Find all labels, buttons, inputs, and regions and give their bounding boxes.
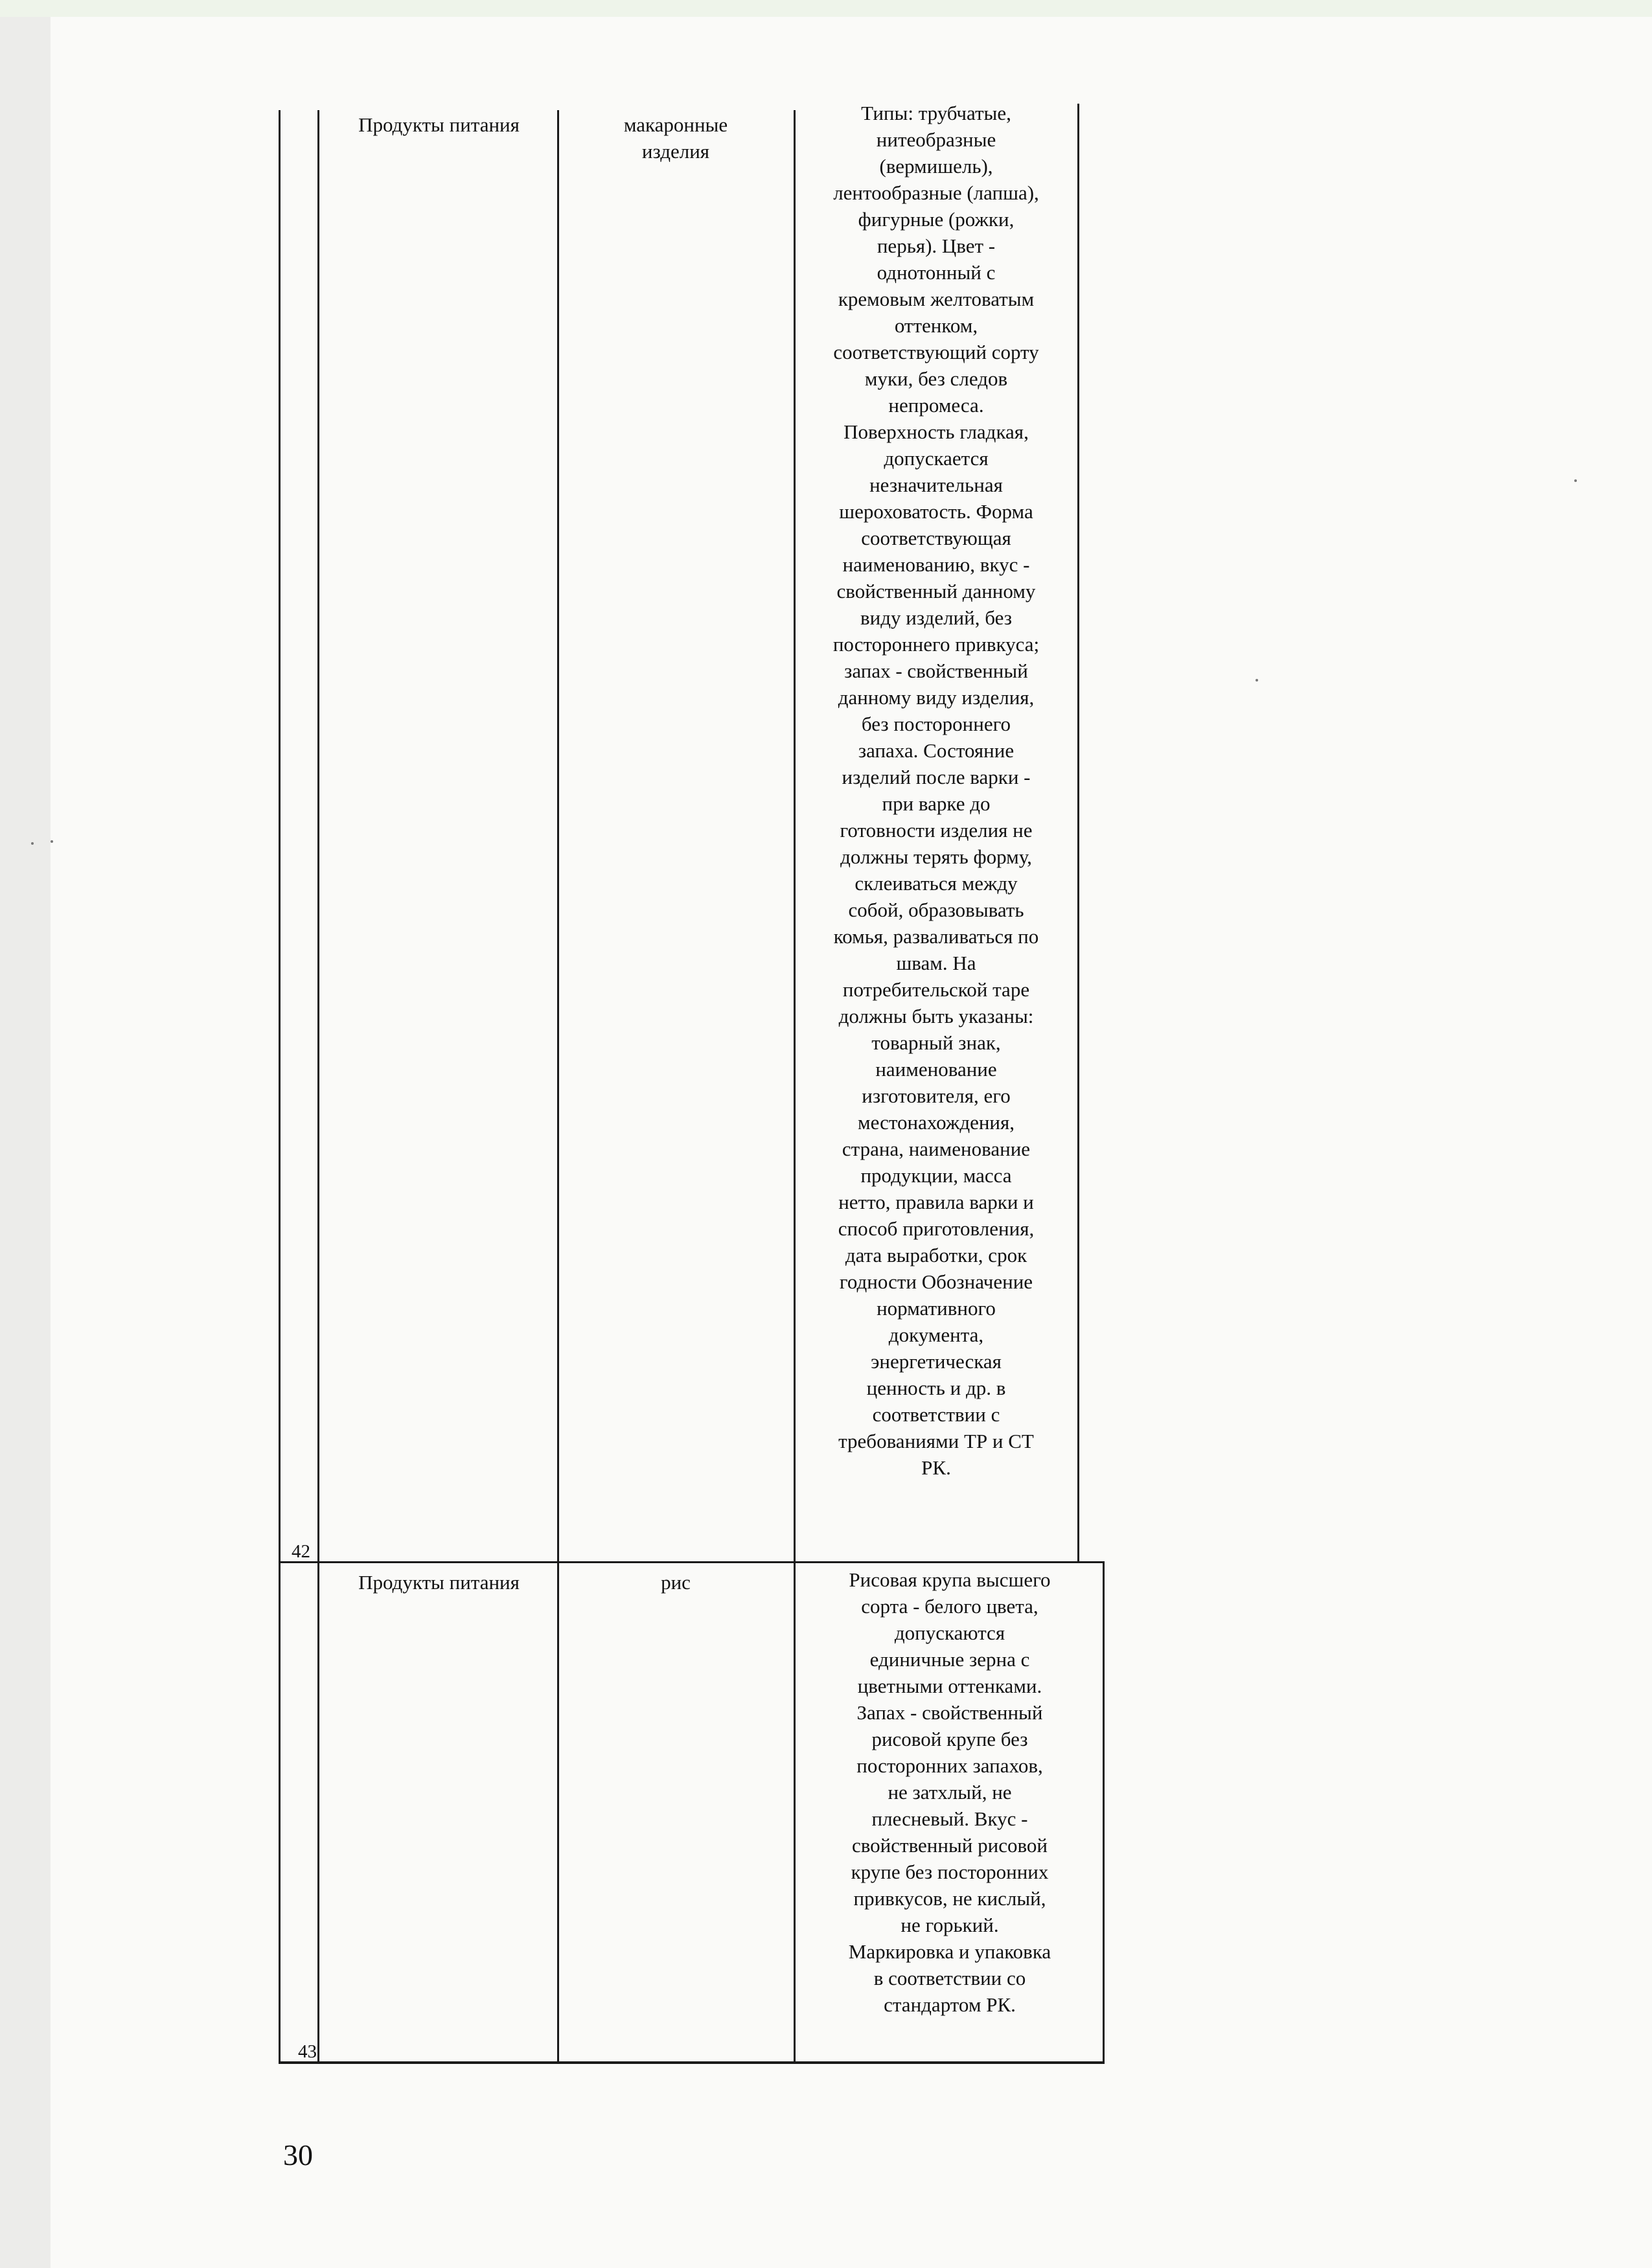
product-cell: рис [661, 1571, 691, 1594]
category-cell: Продукты питания [358, 1571, 520, 1594]
table-border-left [279, 110, 281, 2063]
row-number: 42 [292, 1541, 310, 1562]
scan-top-edge [0, 0, 1652, 19]
scan-speck [1256, 679, 1258, 682]
category-cell: Продукты питания [358, 113, 520, 136]
scan-left-shadow [0, 17, 51, 2268]
product-cell: макаронные изделия [623, 113, 728, 163]
requirements-cell: Рисовая крупа высшего сорта - белого цвета, допускаются единичные зерна с цветными оттенками. Запах - свойственный рисовой крупе без посторонних запахов, не затхлый, не плесневый. Вкус - свойственный рисовой крупе без посторонних привкусов, не кислый, не горький. Маркировка и упаковка в соответствии со стандартом РК. [848, 1568, 1051, 2016]
scan-speck [1574, 479, 1577, 482]
column-divider-3 [794, 110, 796, 2063]
page-number: 30 [283, 2138, 313, 2171]
column-divider-2 [557, 110, 559, 2063]
row-divider [279, 1561, 1105, 1563]
table-border-right-lower [1103, 1561, 1105, 2063]
row-number: 43 [298, 2041, 317, 2062]
table-border-right-upper [1077, 104, 1079, 1563]
scan-speck [31, 842, 34, 845]
table-border-bottom [279, 2061, 1105, 2064]
column-divider-1 [317, 110, 319, 2063]
scan-speck [51, 840, 53, 843]
requirements-cell: Типы: трубчатые, нитеобразные (вермишель), лентообразные (лапша), фигурные (рожки, перья). Цвет - однотонный с кремовым желтоватым оттенком, соответствующий сорту муки, без следов непромеса. Поверхность гладкая, допускается незначительная шероховатость. Форма соответствующая наименованию, вкус - свойственный данному виду изделий, без постороннего привкуса; запах - свойственный данному виду изделия, без постороннего запаха. Состояние изделий после варки - при варке до готовности изделия не должны терять форму, склеиваться между собой, образовывать комья, разваливаться по швам. На потребительской таре должны быть указаны: товарный знак, наименование изготовителя, его местонахождения, страна, наименование продукции, масса нетто, правила варки и способ приготовления, дата выработки, срок годности Обозначение нормативного документа, энергетическая ценность и др. в соответствии с требованиями ТР и СТ РК. [832, 102, 1040, 1479]
